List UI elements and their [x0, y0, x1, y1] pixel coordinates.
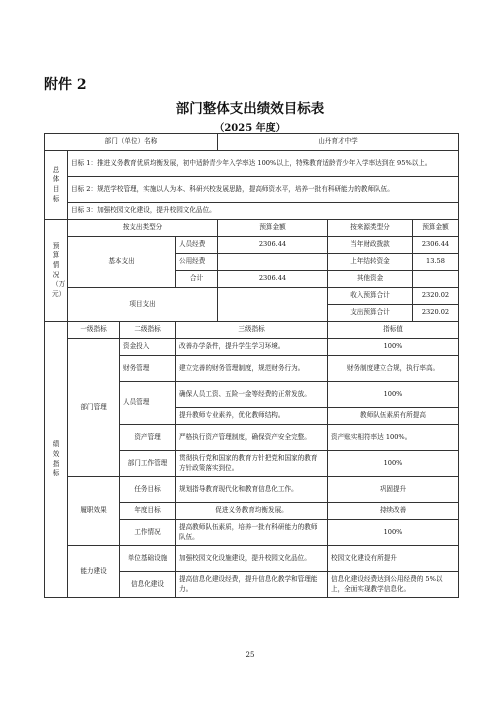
subtotal-label: 合计 — [176, 271, 218, 288]
level3-cell: 建立完善的财务管理制度，规范财务行为。 — [176, 356, 328, 382]
perf-header-value: 指标值 — [328, 322, 459, 339]
level2-cell: 资产管理 — [120, 425, 176, 451]
value-cell: 100% — [328, 451, 459, 477]
level3-cell: 规划指导教育现代化和教育信息化工作。 — [176, 477, 328, 503]
source-other-amount — [413, 271, 459, 288]
level3-cell: 贯彻执行党和国家的教育方针把党和国家的教育方针政策落实到位。 — [176, 451, 328, 477]
level2-cell: 信息化建设 — [120, 572, 176, 598]
project-expense-label: 项目支出 — [68, 288, 218, 322]
budget-header-type: 按支出类型分 — [68, 220, 218, 237]
attachment-label: 附件 2 — [44, 77, 87, 93]
value-cell: 巩固提升 — [328, 477, 459, 503]
expense-total-amount: 2320.02 — [413, 305, 459, 322]
source-current-label: 当年财政拨款 — [328, 237, 413, 254]
budget-header-amount: 预算金额 — [218, 220, 328, 237]
level3-cell: 促进义务教育均衡发展。 — [176, 503, 328, 520]
value-cell: 校园文化建设有所提升 — [328, 546, 459, 572]
level3-cell: 确保人员工资、五险一金等经费的正常发放。 — [176, 382, 328, 408]
perf-header-level1: 一级指标 — [68, 322, 120, 339]
goal-1: 目标 1：推进义务教育优质均衡发展，初中适龄青少年入学率达 100%以上，特殊教育适龄青少年入学率达到在 95%以上。 — [68, 151, 459, 177]
level2-cell: 工作情况 — [120, 520, 176, 546]
level3-cell: 严格执行资产管理制度，确保资产安全完整。 — [176, 425, 328, 451]
perf-header-level3: 三级指标 — [176, 322, 328, 339]
value-cell: 持续改善 — [328, 503, 459, 520]
value-cell: 资产账实相符率达 100%。 — [328, 425, 459, 451]
budget-header-source: 按来源类型分 — [328, 220, 413, 237]
level1-dept-management: 部门管理 — [68, 339, 120, 477]
level3-cell: 改善办学条件，提升学生学习环境。 — [176, 339, 328, 356]
source-current-amount: 2306.44 — [413, 237, 459, 254]
year-subtitle: （2025 年度） — [214, 123, 286, 134]
public-amount — [218, 254, 328, 271]
income-total-amount: 2320.02 — [413, 288, 459, 305]
expense-total-label: 支出预算合计 — [328, 305, 413, 322]
income-total-label: 收入预算合计 — [328, 288, 413, 305]
performance-table — [44, 133, 459, 598]
level2-cell: 财务管理 — [120, 356, 176, 382]
page-title: 部门整体支出绩效目标表 — [175, 101, 325, 117]
value-cell: 100% — [328, 382, 459, 408]
performance-label: 绩效指标 — [45, 322, 68, 598]
level3-cell: 加强校园文化设施建设，提升校园文化品位。 — [176, 546, 328, 572]
value-cell: 100% — [328, 339, 459, 356]
level1-ability: 能力建设 — [68, 546, 120, 598]
page-number: 25 — [245, 651, 255, 659]
level3-cell: 提高信息化建设经费，提升信息化教学和管理能力。 — [176, 572, 328, 598]
level2-cell: 年度目标 — [120, 503, 176, 520]
source-carryover-amount: 13.58 — [413, 254, 459, 271]
project-expense-amount — [218, 288, 328, 322]
level3-cell: 提升教师专业素养，优化教师结构。 — [176, 408, 328, 425]
value-cell: 100% — [328, 520, 459, 546]
value-cell: 信息化建设经费达到公用经费的 5%以上，全面实现教学信息化。 — [328, 572, 459, 598]
perf-header-level2: 二级指标 — [120, 322, 176, 339]
dept-value: 山丹育才中学 — [218, 134, 459, 151]
level1-effect: 履职效果 — [68, 477, 120, 546]
level2-cell: 人员管理 — [120, 382, 176, 425]
level2-cell: 资金投入 — [120, 339, 176, 356]
budget-label: 预算情况（万元） — [45, 220, 68, 322]
source-carryover-label: 上年结转资金 — [328, 254, 413, 271]
level3-cell: 提高教师队伍素质，培养一批有科研能力的教师队伍。 — [176, 520, 328, 546]
value-cell: 教师队伍素质有所提高 — [328, 408, 459, 425]
source-other-label: 其他资金 — [328, 271, 413, 288]
goal-2: 目标 2：规范学校管理，实施以人为本、科研兴校发展思路，提高师资水平，培养一批有科研能力的教师队伍。 — [68, 177, 459, 203]
goals-label: 总体目标 — [45, 151, 68, 220]
level2-cell: 单位基础设施 — [120, 546, 176, 572]
basic-expense-label: 基本支出 — [68, 237, 176, 288]
level2-cell: 部门工作管理 — [120, 451, 176, 477]
value-cell: 财务制度建立合规，执行率高。 — [328, 356, 459, 382]
personnel-label: 人员经费 — [176, 237, 218, 254]
budget-header-amount-2: 预算金额 — [413, 220, 459, 237]
subtotal-amount: 2306.44 — [218, 271, 328, 288]
goal-3: 目标 3：加强校园文化建设，提升校园文化品位。 — [68, 203, 459, 220]
public-label: 公用经费 — [176, 254, 218, 271]
personnel-amount: 2306.44 — [218, 237, 328, 254]
level2-cell: 任务目标 — [120, 477, 176, 503]
dept-label: 部门（单位）名称 — [45, 134, 218, 151]
